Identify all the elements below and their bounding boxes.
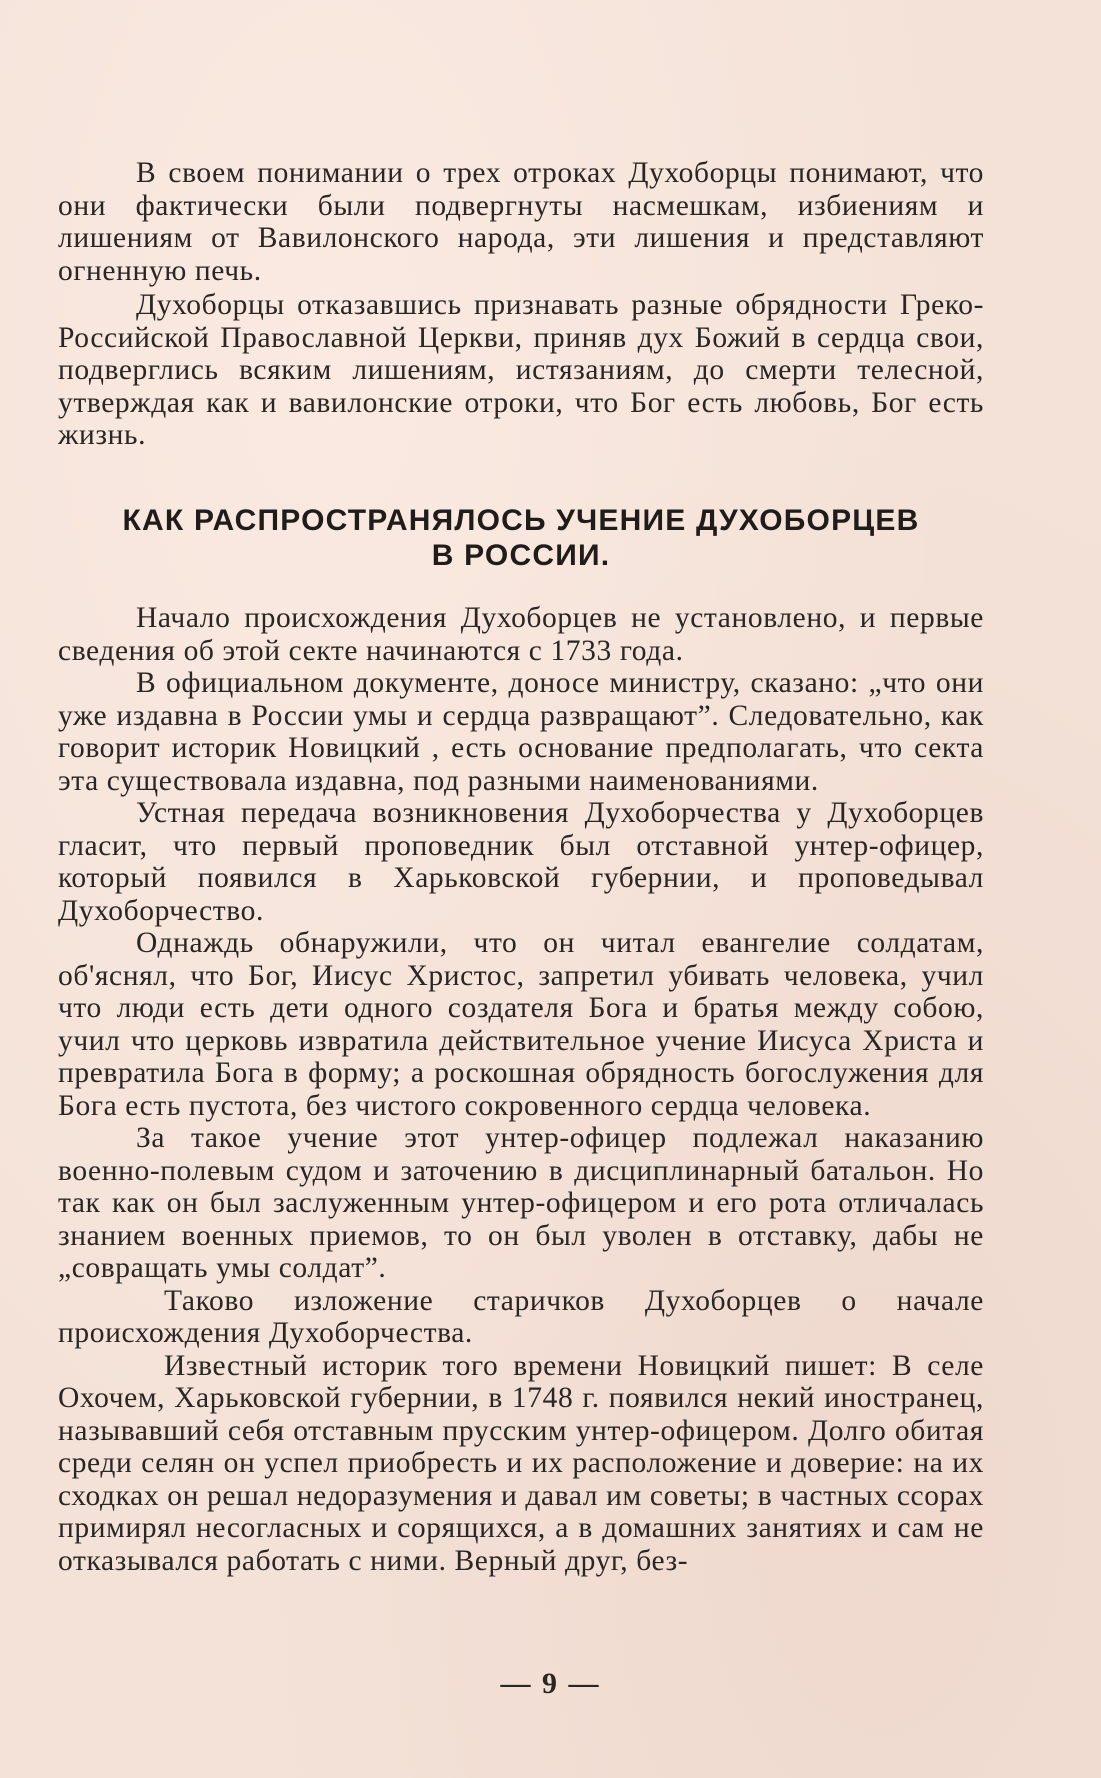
body-paragraph-3: Устная передача возникновения Духоборчества у Духоборцев гласит, что первый проповедник был отставной унтер-офицер, который появился в Харьковской губернии, и проповедывал Духоборчество. <box>58 797 984 927</box>
body-paragraph-6: Таково изложение старичков Духоборцев о начале происхождения Духоборчества. <box>58 1284 984 1349</box>
body-paragraph-2: В официальном документе, доносе министру, сказано: „что они уже издавна в России умы и сердца развращают”. Следовательно, как говорит историк Новицкий , есть основание предполагать, что секта эта существовала издавна, под разными наименованиями. <box>58 667 984 797</box>
page-number: — 9 — <box>500 1667 601 1700</box>
body-paragraph-4: Однаждь обнаружили, что он читал евангелие солдатам, об'яснял, что Бог, Иисус Христос, запретил убивать человека, учил что люди есть дети одного создателя Бога и братья между собою, учил что церковь извратила действительное учение Иисуса Христа и превратила Бога в форму; а роскошная обрядность богослужения для Бога есть пустота, без чистого сокровенного сердца человека. <box>58 927 984 1122</box>
section-heading <box>58 503 984 573</box>
section-heading-line-2: В РОССИИ. <box>431 539 611 572</box>
body-paragraph-7: Известный историк того времени Новицкий пишет: В селе Охочем, Харьковской губернии, в 1748 г. появился некий иностранец, называвший себя отставным прусским унтер-офицером. Долго обитая среди селян он успел приобресть и их расположение и доверие: на их сходках он решал недоразумения и давал им советы; в частных ссорах примирял несогласных и сорящихся, а в домашних занятиях и сам не отказывался работать с ними. Верный друг, без- <box>58 1349 984 1577</box>
section-body <box>58 602 984 1577</box>
intro-paragraph-2: Духоборцы отказавшись признавать разные обрядности Греко-Российской Православной Церкви, приняв дух Божий в сердца свои, подверглись всяким лишениям, истязаниям, до смерти телесной, утверждая как и вавилонские отроки, что Бог есть любовь, Бог есть жизнь. <box>58 289 984 451</box>
intro-paragraph-1: В своем понимании о трех отроках Духоборцы понимают, что они фактически были подвергнуты насмешкам, избиениям и лишениям от Вавилонского народа, эти лишения и представляют огненную печь. <box>58 157 984 287</box>
body-paragraph-5: За такое учение этот унтер-офицер подлежал наказанию военно-полевым судом и заточению в дисциплинарный батальон. Но так как он был заслуженным унтер-офицером и его рота отличалась знанием военных приемов, то он был уволен в отставку, дабы не „совращать умы солдат”. <box>58 1122 984 1284</box>
body-paragraph-1: Начало происхождения Духоборцев не установлено, и первые сведения об этой секте начинаются с 1733 года. <box>58 602 984 667</box>
intro-text <box>58 157 984 452</box>
section-heading-line-1: КАК РАСПРОСТРАНЯЛОСЬ УЧЕНИЕ ДУХОБОРЦЕВ <box>122 504 920 537</box>
